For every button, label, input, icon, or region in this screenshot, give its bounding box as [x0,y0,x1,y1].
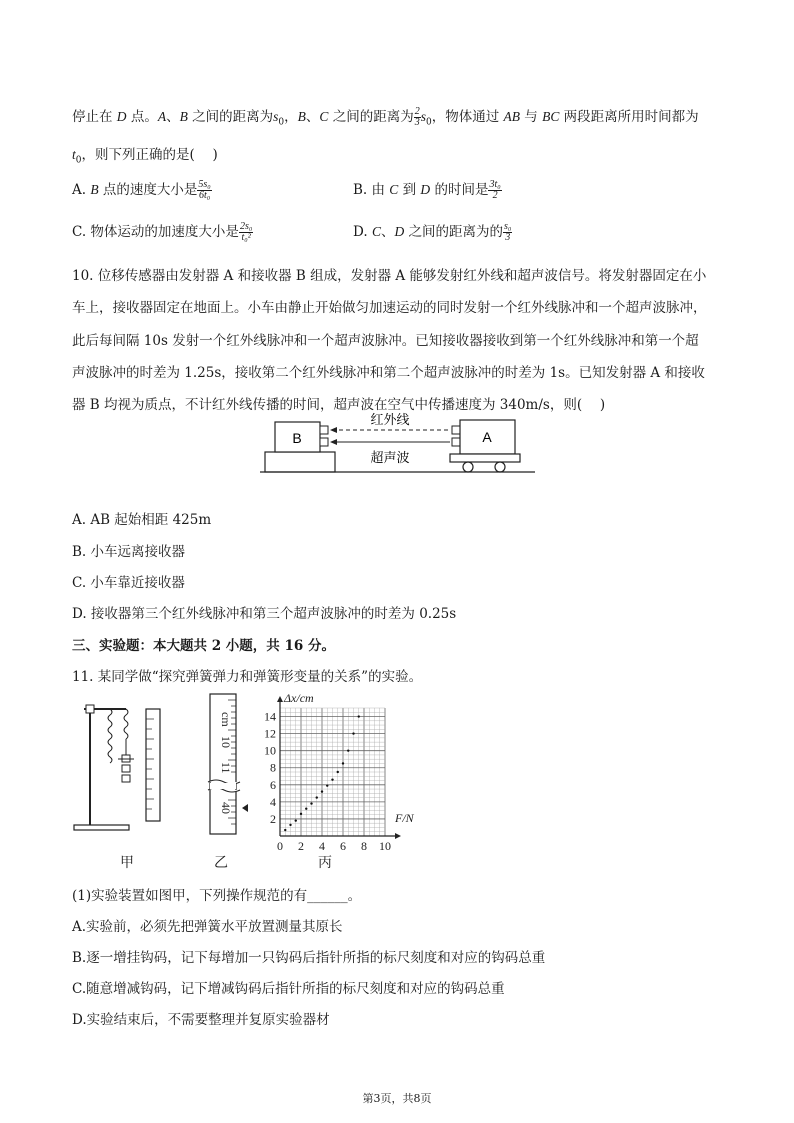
ruler-unit: cm [219,712,233,727]
data-point [358,715,360,717]
x-axis-arrow [395,833,401,839]
q11-option-d: D.实验结束后，不需要整理并复原实验器材 [72,1012,330,1028]
y-tick-label: 2 [270,811,276,826]
q9-option-b: B. 由 C 到 D 的时间是 $\frac{\text{3t₀}}{2}$ [353,179,501,201]
q9-line2: $t_0$，则下列正确的是( ) [72,147,218,166]
data-point [321,790,323,792]
section-heading: 三、实验题：本大题共 2 小题，共 16 分。 [72,638,335,654]
figure-label-yi: 乙 [214,855,228,871]
q10-option-c: C. 小车靠近接收器 [72,575,185,591]
y-tick-label: 14 [264,709,276,724]
x-tick-label: 10 [379,839,391,853]
data-point [331,778,333,780]
y-tick-label: 10 [264,743,276,758]
figure-label-jia: 甲 [120,855,134,871]
q10-line3: 此后每间隔 10s 发射一个红外线脉冲和一个超声波脉冲。已知接收器接收到第一个红外线脉冲和第一个超 [72,333,699,349]
data-point [295,819,297,821]
spring-chart [256,690,426,855]
data-point [305,807,307,809]
figure-label-bing: 丙 [318,855,332,871]
data-point [352,732,354,734]
q10-line2: 车上，接收器固定在地面上。小车由静止开始做匀加速运动的同时发射一个红外线脉冲和一个超声波脉冲， [72,300,707,316]
q9-option-d: D. C、D 之间的距离为的 $\frac{\text{s₀}}{3}$ [353,221,512,243]
x-tick-label: 6 [340,839,346,853]
q11-option-c: C.随意增减钩码，记下增减钩码后指针所指的标尺刻度和对应的钩码总重 [72,981,505,997]
ruler-tick-11: 11 [219,762,233,774]
cart-wheel [495,462,505,472]
data-point [326,784,328,786]
q10-sensor-diagram [260,412,540,482]
data-point [316,796,318,798]
q11-part1: (1)实验装置如图甲，下列操作规范的有______。 [72,888,362,904]
q9-line1: 停止在 D 点。A、B 之间的距离为$s_0$，B、C 之间的距离为 $\frac{2}{3}$ $s_0$，物体通过 AB 与 BC 两段距离所用时间都为 [72,106,699,128]
x-tick-label: 8 [361,839,367,853]
ruler-tick-40: 40 [219,802,233,814]
ultrasound-label: 超声波 [370,451,410,466]
fraction: $\frac{2}{3}$ [414,106,420,128]
box-a-label: A [482,429,492,445]
y-tick-label: 8 [270,760,276,775]
y-tick-label: 4 [270,794,276,809]
x-axis-label: F/N [395,811,414,825]
cart-wheel [463,462,473,472]
spring-apparatus-figure [70,695,170,835]
data-point [284,829,286,831]
data-point [310,802,312,804]
data-point [289,824,291,826]
q11-option-a: A.实验前，必须先把弹簧水平放置测量其原长 [72,919,343,935]
y-axis-label: Δx/cm [284,691,314,705]
infrared-label: 红外线 [370,413,410,428]
page-footer: 第3页，共8页 [362,1092,432,1105]
y-axis-arrow [277,696,283,702]
data-point [337,771,339,773]
receiver-base [265,452,335,472]
q9-option-c: C. 物体运动的加速度大小是 $\frac{\text{2s₀}}{\text{t₀²}}$ [72,221,253,243]
q10-option-d: D. 接收器第三个红外线脉冲和第三个超声波脉冲的时差为 0.25s [72,606,457,622]
y-tick-label: 6 [270,777,276,792]
ruler-tick-10: 10 [219,736,233,748]
x-tick-label: 4 [319,839,325,853]
q10-option-b: B. 小车远离接收器 [72,544,186,560]
y-tick-label: 12 [264,726,276,741]
q10-option-a: A. AB 起始相距 425m [72,512,212,528]
cart-body [450,454,520,462]
q9-option-a: A. B 点的速度大小是 $\frac{\text{5s₀}}{\text{6t₀}}$ [72,179,211,201]
ruler-figure [200,690,250,840]
box-b-label: B [292,430,302,446]
q11-option-b: B.逐一增挂钩码，记下每增加一只钩码后指针所指的标尺刻度和对应的钩码总重 [72,950,546,966]
data-point [300,813,302,815]
q11-intro: 11. 某同学做“探究弹簧弹力和弹簧形变量的关系”的实验。 [72,669,423,685]
x-tick-label: 0 [277,839,283,853]
q10-line5: 器 B 均视为质点，不计红外线传播的时间，超声波在空气中传播速度为 340m/s，则( ) [72,397,606,413]
q10-line4: 声波脉冲的时差为 1.25s，接收第二个红外线脉冲和第二个超声波脉冲的时差为 1s。已知发射器 A 和接收 [72,365,705,381]
q10-line1: 10. 位移传感器由发射器 A 和接收器 B 组成，发射器 A 能够发射红外线和超声波信号。将发射器固定在小 [72,268,707,284]
x-tick-label: 2 [298,839,304,853]
data-point [342,762,344,764]
data-point [347,749,349,751]
